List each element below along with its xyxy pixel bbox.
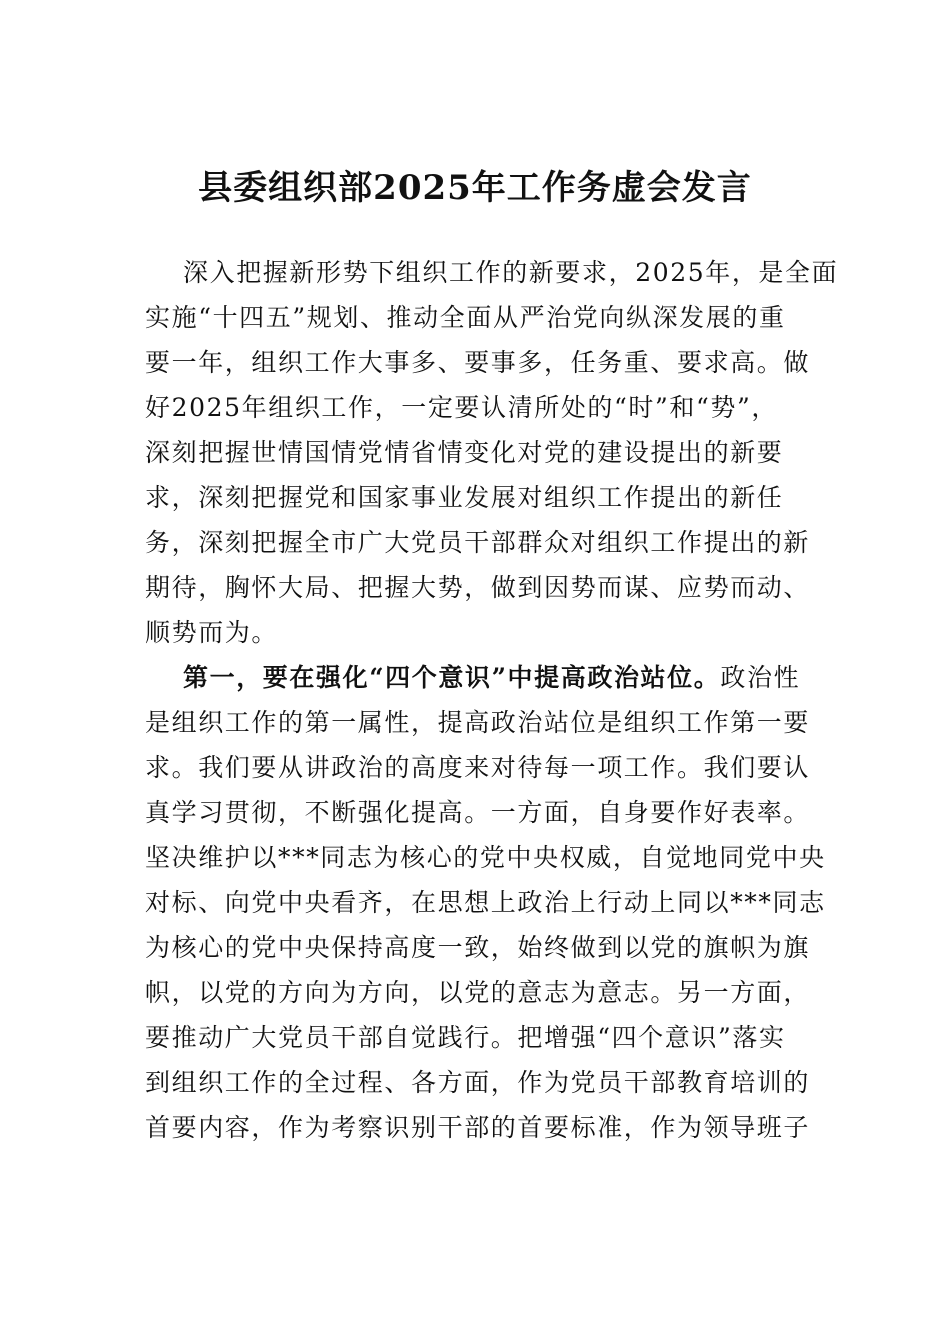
text-span: 政治性 (720, 663, 801, 692)
text-line: 要推动广大党员干部自觉践行。把增强“四个意识”落实 (145, 1023, 786, 1052)
text-line: 求。我们要从讲政治的高度来对待每一项工作。我们要认 (145, 753, 811, 782)
text-line: 实施“十四五”规划、推动全面从严治党向纵深发展的重 (145, 303, 786, 332)
document-title: 县委组织部2025年工作务虚会发言 (198, 168, 752, 208)
paragraph-intro (145, 250, 839, 655)
paragraph-first-point (145, 655, 826, 1150)
document-body (145, 250, 839, 1150)
text-line (145, 655, 815, 700)
text-line: 对标、向党中央看齐，在思想上政治上行动上同以***同志 (145, 888, 826, 917)
text-line: 坚决维护以***同志为核心的党中央权威，自觉地同党中央 (145, 843, 826, 872)
text-line: 是组织工作的第一属性，提高政治站位是组织工作第一要 (145, 708, 811, 737)
text-line: 真学习贯彻，不断强化提高。一方面，自身要作好表率。 (145, 798, 811, 827)
text-line: 首要内容，作为考察识别干部的首要标准，作为领导班子 (145, 1113, 811, 1142)
text-line: 深刻把握世情国情党情省情变化对党的建设提出的新要 (145, 438, 784, 467)
text-line: 到组织工作的全过程、各方面，作为党员干部教育培训的 (145, 1068, 811, 1097)
text-line: 好2025年组织工作，一定要认清所处的“时”和“势”， (145, 393, 778, 422)
text-line: 期待，胸怀大局、把握大势，做到因势而谋、应势而动、 (145, 573, 811, 602)
text-line: 求，深刻把握党和国家事业发展对组织工作提出的新任 (145, 483, 784, 512)
text-line: 帜，以党的方向为方向，以党的意志为意志。另一方面， (145, 978, 811, 1007)
section-heading: 第一，要在强化“四个意识”中提高政治站位。 (183, 663, 721, 692)
text-line: 顺势而为。 (145, 618, 279, 647)
text-line: 要一年，组织工作大事多、要事多，任务重、要求高。做 (145, 348, 811, 377)
text-line: 务，深刻把握全市广大党员干部群众对组织工作提出的新 (145, 528, 811, 557)
text-line: 深入把握新形势下组织工作的新要求，2025年，是全面 (183, 258, 839, 287)
text-line: 为核心的党中央保持高度一致，始终做到以党的旗帜为旗 (145, 933, 811, 962)
